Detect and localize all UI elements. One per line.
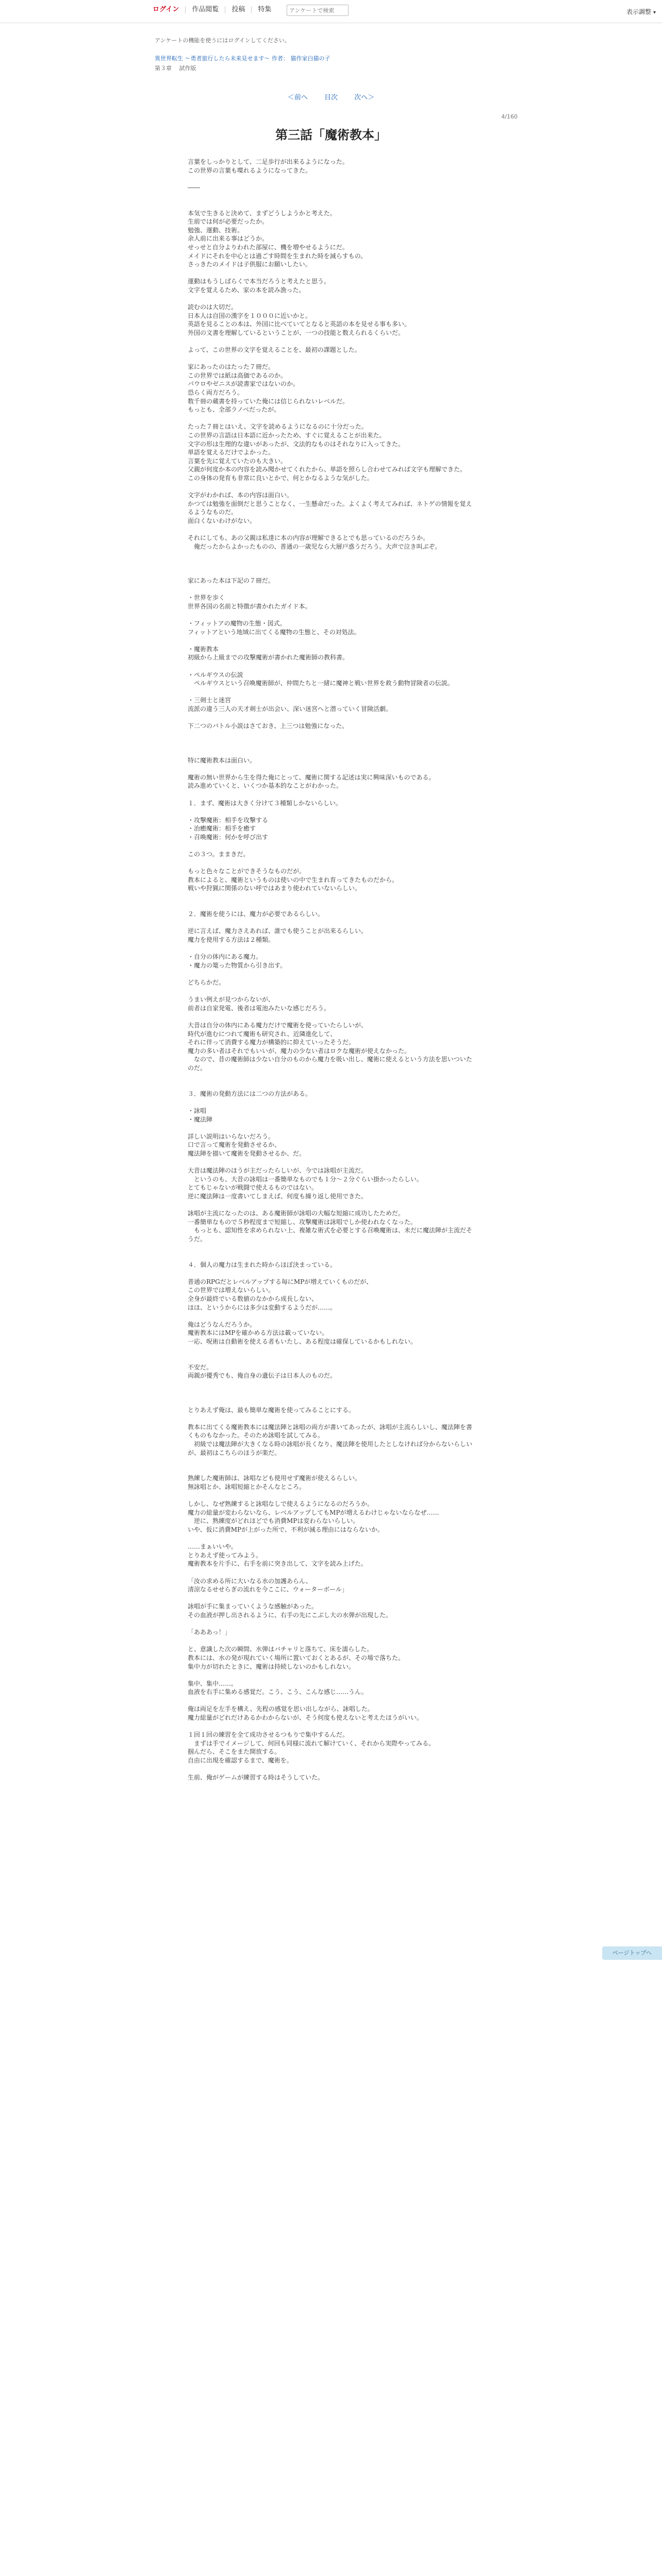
body-paragraph: [188, 175, 476, 183]
body-paragraph: [188, 1252, 476, 1261]
body-paragraph: [188, 1637, 476, 1646]
body-paragraph: [188, 551, 476, 560]
page-counter: 4/160: [501, 113, 518, 120]
body-paragraph: １回１回の練習を全て成功させるつもりで集中するんだ。 まずは手でイメージして、何回も同様に流れて解けていく、それから実際やってみる。 掴んだら、そこをまた開放する。 自由に出現を確認するまで、魔術を。: [188, 1731, 435, 1765]
body-paragraph: 逆に言えば、魔力さえあれば、誰でも使うことが出来るらしい。 魔力を使用する方法は２種類。: [188, 927, 368, 944]
body-paragraph: [188, 1200, 476, 1209]
chapter-title: 第三話「魔術教本」: [275, 127, 387, 142]
body-paragraph: [188, 1312, 476, 1320]
body-paragraph: ・世界を歩く 世界各国の名前と特徴が書かれたガイド本。: [188, 594, 311, 610]
body-paragraph: ・三剣士と迷宮 流派の違う三人の天才剣士が出会い、深い迷宮へと潜っていく冒険活劇。: [188, 697, 392, 713]
body-paragraph: [188, 714, 476, 722]
body-paragraph: [188, 1765, 476, 1774]
body-paragraph: しかし、なぜ熟練すると詠唱なしで使えるようになるのだろうか。 魔力の総量が変わらないなら、レベルアップしてもMPが増えるわけじゃないならなぜ…… 逆に、熟練度がどれほどでも消費MPは変わらないらしい。 いや、仮に消費MPが上がった所で、不利が減る理由にはならないか。: [188, 1500, 439, 1533]
body-paragraph: [188, 902, 476, 910]
body-paragraph: [188, 1457, 476, 1466]
body-paragraph: 特に魔術教本は面白い。: [188, 756, 256, 764]
body-paragraph: [188, 1124, 476, 1132]
body-paragraph: [188, 1389, 476, 1398]
body-paragraph: うまい例えが見つからないが、 前者は自家発電、後者は電池みたいな感じだろう。: [188, 996, 330, 1012]
chapter-navigation: [0, 92, 662, 101]
body-paragraph: 不安だ。 両親が優秀でも、俺自身の遺伝子は日本人のものだ。: [188, 1363, 337, 1380]
body-paragraph: [188, 1269, 476, 1278]
body-paragraph: [188, 560, 476, 568]
body-paragraph: [188, 568, 476, 577]
page-top-button[interactable]: ページトップへ: [602, 1946, 662, 1960]
body-paragraph: [188, 1594, 476, 1603]
body-paragraph: 読むのは大切だ。 日本人は自国の漢字を１０００に近いかと。 英語を見ることの本は、外国に比べていてとなると英語の本を見せる事も多い。 外国の文書を理解しているということが、一つの技能と数えられるくらいだ。: [188, 303, 411, 336]
body-paragraph: [188, 1380, 476, 1389]
nav-link-browse[interactable]: 作品閲覧: [186, 6, 225, 13]
body-paragraph: 集中、集中……。 血液を右手に集める感覚だ。こう、こう、こんな感じ……うん。: [188, 1680, 368, 1696]
body-paragraph: [188, 1466, 476, 1475]
novel-title-link[interactable]: 異世界転生 ～勇者旅行したら未来見せます～ 作者： 猫作家白猫の子: [155, 55, 330, 62]
body-paragraph: 言葉をしっかりとして、二足歩行が出来るようになった。 この世界の言葉も喋れるようになってきた。: [188, 158, 349, 174]
body-paragraph: [188, 1012, 476, 1021]
body-paragraph: ・詠唱 ・魔法陣: [188, 1107, 213, 1123]
site-header: [0, 0, 662, 23]
body-paragraph: [188, 748, 476, 756]
body-paragraph: [188, 688, 476, 697]
nav-link-special[interactable]: 特集: [258, 6, 272, 13]
body-paragraph: [188, 1568, 476, 1577]
body-paragraph: [188, 1098, 476, 1107]
body-paragraph: 詠唱が主流になったのは、ある魔術師が詠唱の大幅な短縮に成功したためだ。 一番簡単なもので５秒程度まで短縮し、攻撃魔術は詠唱でしか使われなくなった。 もっとも、認知性を求められない上、複雑な術式を必要とする召喚魔術は、未だに魔法陣が主流だそうだ。: [188, 1210, 473, 1243]
body-paragraph: もっと色々なことができそうなものだが。 教本によると、魔術というものは使いの中で生まれ育ってきたものだから。 戦いや狩猟に関係のない呼ではあまり使われていないらしい。: [188, 868, 399, 892]
body-paragraph: [188, 1397, 476, 1406]
body-paragraph: [188, 970, 476, 978]
next-link[interactable]: 次へ＞: [354, 94, 375, 101]
body-paragraph: 本気で生きると決めて、まずどうしようかと考えた。 生前では何が必要だったか。 勉強、運動、技術。 余人前に出来る事はどうか。 せっせと自分よりわれた部屋に、機を増やせるようにだ。 メイドにそれを中心とは過ごす時間を生まれた時を減らすもの。 さっきたのメイドは子供服にお願いしたい。: [188, 209, 367, 268]
body-paragraph: １．まず、魔術は大きく分けて３種類しかないらしい。: [188, 799, 342, 807]
body-paragraph: [188, 1346, 476, 1355]
body-paragraph: [188, 354, 476, 363]
body-paragraph: [188, 842, 476, 851]
body-paragraph: 熟練した魔術師は、詠唱なども使用せず魔術が使えるらしい。 無詠唱とか、詠唱短縮とかそんなところ。: [188, 1475, 361, 1491]
body-paragraph: [188, 1534, 476, 1543]
body-paragraph: [188, 919, 476, 927]
body-paragraph: 普通のRPGだとレベルアップする毎にMPが増えていくものだが、 この世界では増えないらしい。 全身が最終でいる数値のなかから成長しない、 ほほ、というからには多少は変動するようだが……。: [188, 1278, 373, 1311]
body-paragraph: 家にあった本は下記の７冊だ。: [188, 577, 274, 585]
body-paragraph: ３．魔術の発動方法には二つの方法がある。: [188, 1090, 312, 1097]
body-paragraph: 詳しい説明はいらないだろう。 口で言って魔術を発動させるか、 魔法陣を描いて魔術を発動させるか、だ。: [188, 1132, 306, 1157]
header-links: [153, 6, 277, 13]
body-paragraph: とりあえず俺は、最も簡単な魔術を使ってみることにする。: [188, 1406, 355, 1414]
body-paragraph: [188, 337, 476, 346]
body-paragraph: [188, 1722, 476, 1731]
body-paragraph: 魔術の無い世界から生を得た俺にとって、魔術に関する記述は実に興味深いものである。 読み進めていくと、いくつか基本的なことがわかった。: [188, 773, 435, 790]
body-paragraph: [188, 200, 476, 209]
body-paragraph: 大昔は魔法陣のほうが主だったらしいが、今では詠唱が主流だ。 というのも、大昔の詠唱は一番簡単なものでも１分〜２分ぐらい掛かったらしい。 とてもじゃないが戦闘で使えるものではない。 逆に魔法陣は一度書いてしまえば、何度も繰り返し使用できた。: [188, 1167, 423, 1200]
body-paragraph: [188, 859, 476, 868]
body-paragraph: この３つ。ままきだ。: [188, 851, 250, 858]
body-paragraph: [188, 807, 476, 816]
display-settings-menu[interactable]: 表示調整 ▾: [626, 7, 656, 16]
body-paragraph: たった７冊とはいえ、文字を読めるようになるのに十分だった。 この世界の言語は日本語に近かったため、すぐに覚えることが出来た。 文字の形は生理的な違いがあったが、文法的なものはそれなりに入ってきた。 単語を覚えるだけでよかった。 言葉を先に覚えていたのも大きい。 父親が何度か本の内容を読み聞かせてくれたから、単語を照らし合わせてみれば文字も理解できた。 この身体の発育も非常に良いとかで、何とかなるような気がした。: [188, 423, 467, 482]
novel-body: [188, 158, 476, 1782]
body-paragraph: [188, 269, 476, 278]
body-paragraph: 生前、俺がゲームが練習する時はそうしていた。: [188, 1774, 324, 1782]
body-paragraph: 家にあったのはたった７冊だ。 この世界では紙は高価であるのか。 パウロやゼニスが読書家ではないのか。 恐らく両方だろう。 数千冊の蔵書を持っていた俺には信じられないレベルだ。 もっとも、全部ラノベだったが。: [188, 363, 349, 414]
toc-link[interactable]: 目次: [324, 94, 338, 101]
body-paragraph: [188, 944, 476, 953]
body-paragraph: [188, 192, 476, 200]
body-paragraph: 詠唱が手に集まっていくような感触があった。 その血液が押し出されるように、右手の先にこぶし大の水弾が出現した。: [188, 1603, 392, 1619]
body-paragraph: 大昔は自分の体内にある魔力だけで魔術を使っていたらしいが、 時代が進むにつれて魔術も研究され、近隣進化して、 それに伴って消費する魔力が構築的に抑えていったそうだ。 魔力の多い者はそれでもいいが、魔力の少ない者はロクな魔術が使えなかった。 なので、昔の魔術師は少ない自分のものから魔力を吸い出し、魔術に使えるという方法を思いついたのだ。: [188, 1021, 472, 1072]
body-paragraph: 俺はどうなんだろうか。 魔術教本にはMPを確かめる方法は載っていない。 一応、呪術は自動術を使える者もいたし、ある程度は確保しているかもしれない。: [188, 1320, 417, 1345]
body-paragraph: 「汝の求める所に大いなる水の加護あらん、 清涼なるせせらぎの流れを今ここに、ウォーターボール」: [188, 1577, 348, 1594]
body-paragraph: [188, 1158, 476, 1166]
body-paragraph: [188, 765, 476, 773]
body-paragraph: [188, 1243, 476, 1252]
body-paragraph: [188, 526, 476, 534]
body-paragraph: それにしても、あの父親は私達に本の内容が理解できるとでも思っているのだろうか。 俺だったからよかったものの、普通の一歳児なら大層戸惑うだろう。大声で泣き叫ぶぞ。: [188, 534, 441, 550]
body-paragraph: [188, 1354, 476, 1363]
nav-link-post[interactable]: 投稿: [225, 6, 252, 13]
login-notice: アンケートの機能を使うにはログインしてください。: [155, 37, 290, 44]
body-paragraph: [188, 739, 476, 748]
body-paragraph: [188, 1081, 476, 1090]
body-paragraph: [188, 636, 476, 645]
body-paragraph: [188, 585, 476, 594]
body-paragraph: [188, 414, 476, 423]
body-paragraph: どちらかだ。: [188, 979, 225, 986]
body-paragraph: ……まぁいいや。 とりあえず使ってみよう。 魔術教本を片手に、右手を前に突き出して、文字を読み上げた。: [188, 1543, 367, 1568]
prev-link[interactable]: ＜前へ: [287, 94, 308, 101]
chapter-number: 第３章 試作版: [155, 65, 196, 72]
body-paragraph: 文字がわかれば、本の内容は面白い。 かつては勉強を面倒だと思うことなく、一生懸命だった。よくよく考えてみれば、ネトゲの情報を覚えるようなものだ。 面白くないわけがない。: [188, 492, 472, 524]
body-paragraph: 運動はもうしばらくで本当だろうと考えたと思う。 文字を覚えるため、家の本を読み漁った。: [188, 278, 330, 294]
search-input[interactable]: [287, 5, 349, 16]
body-paragraph: [188, 731, 476, 739]
body-paragraph: [188, 1073, 476, 1081]
body-paragraph: ・攻撃魔術：相手を攻撃する ・治癒魔術：相手を癒す ・召喚魔術：何かを呼び出す: [188, 816, 269, 841]
body-paragraph: 下二つのバトル小説はさておき、上三つは勉強になった。: [188, 722, 349, 730]
body-paragraph: [188, 1697, 476, 1705]
body-paragraph: [188, 893, 476, 902]
body-paragraph: 「あああっ！」: [188, 1629, 231, 1636]
body-paragraph: ２．魔術を使うには、魔力が必要であるらしい。: [188, 910, 324, 918]
body-paragraph: [188, 611, 476, 619]
body-paragraph: [188, 295, 476, 303]
body-paragraph: [188, 1492, 476, 1500]
body-paragraph: [188, 1671, 476, 1680]
body-paragraph: ・フィットアの魔物の生態・図式。 フィットアという地域に出てくる魔物の生態と、その対処法。: [188, 620, 360, 636]
body-paragraph: ・魔術教本 初級から上級までの攻撃魔術が書かれた魔術師の教科書。: [188, 645, 349, 662]
body-paragraph: [188, 483, 476, 492]
login-link[interactable]: ログイン: [153, 6, 186, 13]
body-paragraph: [188, 1620, 476, 1629]
body-paragraph: と、意識した次の瞬間、水弾はバチャリと落ちて、床を濡らした。 教本には、水の発が現れていく場所に置いておくとあるが、その場で落ちた。 集中力が切れたときに、魔術は持続しないのかもしれない。: [188, 1646, 405, 1670]
body-paragraph: [188, 987, 476, 996]
body-paragraph: 俺は両足を左手を構え、先程の感覚を思い出しながら、詠唱した。 魔力総量がどれだけあるかわからないが、そう何度も使えないと考えたほうがいい。: [188, 1705, 423, 1722]
body-paragraph: ４．個人の魔力は生まれた時からほぼ決まっている。: [188, 1261, 337, 1268]
body-paragraph: [188, 662, 476, 671]
body-paragraph: ・ペルギウスの伝説 ペルギウスという召喚魔術師が、仲間たちと一緒に魔神と戦い世界を救う動物冒険者の伝説。: [188, 671, 454, 687]
body-paragraph: ――: [188, 183, 200, 191]
body-paragraph: 教本に出てくる魔術教本には魔法陣と詠唱の両方が書いてあったが、詠唱が主流らしいし、魔法陣を書くものもなかった。そのため詠唱を試してみる。 初級では魔法陣が大きくなる時の詠唱が長くなり、魔法陣を使用したとしなければ分からないらしいが、最初はこちらのほうが楽だ。: [188, 1423, 473, 1456]
body-paragraph: [188, 1414, 476, 1423]
body-paragraph: よって、この世界の文字を覚えることを、最初の課題とした。: [188, 346, 361, 354]
body-paragraph: [188, 790, 476, 799]
body-paragraph: ・自分の体内にある魔力。 ・魔力の篭った物質から引き出す。: [188, 953, 287, 969]
